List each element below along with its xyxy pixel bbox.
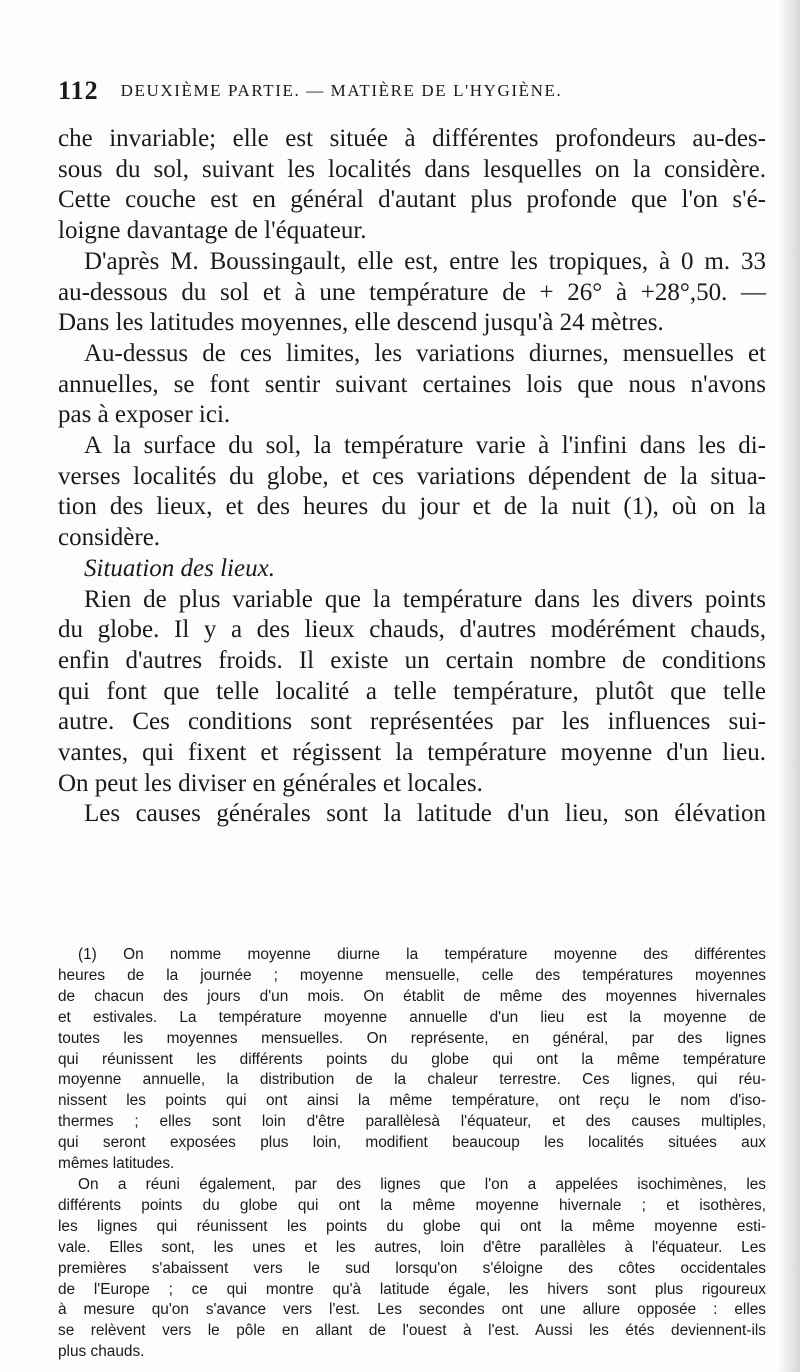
footnote-line: heures de la journée ; moyenne mensuelle, celle des températures moyennes	[58, 966, 766, 984]
footnote-line: toutes les moyennes mensuelles. On représente, en général, par des lignes	[58, 1029, 766, 1047]
text-line: pas à exposer ici.	[58, 401, 231, 429]
footnote-line: qui seront exposées plus loin, modifient beaucoup les localités situées aux	[58, 1134, 766, 1152]
text-line: annuelles, se font sentir suivant certaines lois que nous n'avons	[58, 370, 766, 398]
text-line: Rien de plus variable que la température dans les divers points	[84, 585, 766, 613]
footnotes	[58, 945, 766, 1363]
text-line: du globe. Il y a des lieux chauds, d'autres modérément chauds,	[58, 616, 766, 644]
footnote-line: moyenne annuelle, la distribution de la chaleur terrestre. Ces lignes, qui réu-	[58, 1071, 766, 1089]
text-line: che invariable; elle est située à différentes profondeurs au-des-	[58, 125, 766, 152]
text-line: Dans les latitudes moyennes, elle descend jusqu'à 24 mètres.	[58, 309, 664, 337]
main-text	[58, 124, 766, 830]
text-line: enfin d'autres froids. Il existe un certain nombre de conditions	[58, 646, 766, 674]
footnote-line: de l'Europe ; ce qui montre qu'à latitude égale, les hivers sont plus rigoureux	[58, 1280, 766, 1298]
footnote-line: mêmes latitudes.	[58, 1155, 175, 1173]
running-head: DEUXIÈME PARTIE. — MATIÈRE DE L'HYGIÈNE.	[120, 81, 563, 100]
footnote-line: différents points du globe qui ont la même moyenne hivernale ; et isothères,	[58, 1196, 766, 1214]
footnote-line: plus chauds.	[58, 1343, 145, 1361]
page-number: 112	[58, 76, 99, 105]
footnote-line: nissent les points qui ont ainsi la même température, ont reçu le nom d'iso-	[58, 1092, 766, 1110]
text-line: au-dessous du sol et à une température de + 26° à +28°,50. —	[58, 278, 766, 306]
text-line: Cette couche est en général d'autant plus profonde que l'on s'é-	[58, 186, 766, 214]
footnote-line: et estivales. La température moyenne annuelle d'un lieu est la moyenne de	[58, 1008, 766, 1026]
text-line: qui font que telle localité a telle température, plutôt que telle	[58, 677, 766, 705]
text-line: autre. Ces conditions sont représentées par les influences sui-	[58, 708, 766, 736]
text-line: sous du sol, suivant les localités dans lesquelles on la considère.	[58, 155, 766, 183]
footnote-line: premières s'abaissent vers le sud lorsqu'on s'éloigne des côtes occidentales	[58, 1259, 766, 1277]
footnote-line: thermes ; elles sont loin d'être parallèlesà l'équateur, et des causes multiples,	[58, 1113, 766, 1131]
page-header	[58, 76, 758, 106]
text-line: verses localités du globe, et ces variations dépendent de la situa-	[58, 462, 766, 490]
text-line: loigne davantage de l'équateur.	[58, 217, 367, 245]
footnote-line: de chacun des jours d'un mois. On établit de même des moyennes hivernales	[58, 987, 766, 1005]
section-subheading: Situation des lieux.	[84, 554, 275, 582]
footnote-line: (1) On nomme moyenne diurne la température moyenne des différentes	[78, 946, 766, 963]
footnote-line: les lignes qui réunissent les points du globe qui ont la même moyenne esti-	[58, 1217, 766, 1235]
footnote-line: vale. Elles sont, les unes et les autres, loin d'être parallèles à l'équateur. Les	[58, 1238, 766, 1256]
footnote-line: se relèvent vers le pôle en allant de l'ouest à l'est. Aussi les étés deviennent-ils	[58, 1322, 766, 1340]
text-line: Au-dessus de ces limites, les variations diurnes, mensuelles et	[84, 339, 766, 367]
footnote-line: à mesure qu'on s'avance vers l'est. Les secondes ont une allure opposée : elles	[58, 1301, 766, 1319]
page-edge-shadow	[778, 0, 800, 1372]
text-line: Les causes générales sont la latitude d'un lieu, son élévation	[84, 800, 766, 828]
text-line: tion des lieux, et des heures du jour et de la nuit (1), où on la	[58, 493, 766, 521]
text-line: On peut les diviser en générales et locales.	[58, 769, 483, 797]
text-line: A la surface du sol, la température varie à l'infini dans les di-	[84, 432, 766, 460]
text-line: vantes, qui fixent et régissent la température moyenne d'un lieu.	[58, 739, 766, 767]
text-line: considère.	[58, 524, 161, 552]
text-line: D'après M. Boussingault, elle est, entre les tropiques, à 0 m. 33	[84, 247, 766, 275]
footnote-line: On a réuni également, par des lignes que l'on a appelées isochimènes, les	[78, 1175, 766, 1193]
footnote-line: qui réunissent les différents points du globe qui ont la même température	[58, 1050, 766, 1068]
